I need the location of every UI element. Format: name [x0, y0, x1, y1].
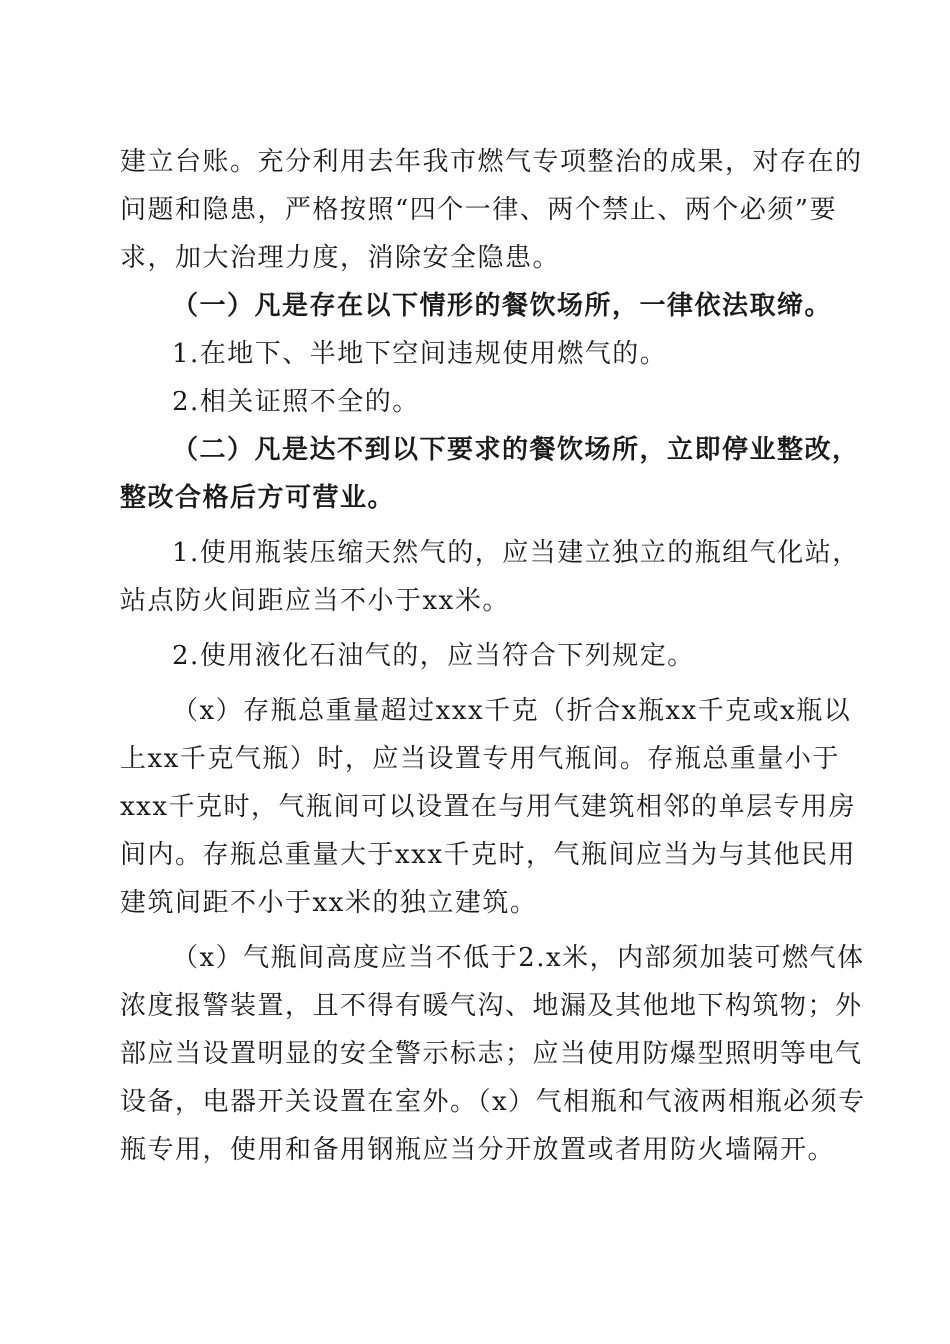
- clause-2-line-5: 瓶专用，使用和备用钢瓶应当分开放置或者用防火墙隔开。: [120, 1135, 836, 1165]
- clause-1-line-3: xxx千克时，气瓶间可以设置在与用气建筑相邻的单层专用房: [120, 792, 856, 822]
- clause-1-line-5: 建筑间距不小于xx米的独立建筑。: [120, 888, 538, 918]
- clause-2-line-4: 设备，电器开关设置在室外。（x）气相瓶和气液两相瓶必须专: [120, 1087, 866, 1117]
- list-item-3-line-2: 站点防火间距应当不小于xx米。: [120, 586, 510, 616]
- clause-2-line-1: （x）气瓶间高度应当不低于2.x米，内部须加装可燃气体: [172, 943, 865, 973]
- document-page: [120, 138, 866, 1174]
- list-item-3-line-1: 1.使用瓶装压缩天然气的，应当建立独立的瓶组气化站，: [172, 538, 860, 568]
- clause-1-line-1: （x）存瓶总重量超过xxx千克（折合x瓶xx千克或x瓶以: [172, 696, 852, 726]
- section-heading-2-line-1: （二）凡是达不到以下要求的餐饮场所，立即停业整改，: [172, 435, 860, 465]
- paragraph-line-1: 建立台账。充分利用去年我市燃气专项整治的成果，对存在的: [120, 147, 863, 177]
- list-item-4: 2.使用液化石油气的，应当符合下列规定。: [172, 641, 695, 671]
- paragraph-line-2: 问题和隐患，严格按照“四个一律、两个禁止、两个必须”要: [120, 195, 838, 225]
- section-heading-2-line-2: 整改合格后方可营业。: [120, 483, 396, 513]
- clause-1-line-2: 上xx千克气瓶）时，应当设置专用气瓶间。存瓶总重量小于: [120, 744, 840, 774]
- section-heading-1: （一）凡是存在以下情形的餐饮场所，一律依法取缔。: [172, 291, 833, 321]
- list-item-1: 1.在地下、半地下空间违规使用燃气的。: [172, 339, 668, 369]
- list-item-2: 2.相关证照不全的。: [172, 387, 420, 417]
- paragraph-line-3: 求，加大治理力度，消除安全隐患。: [120, 243, 561, 273]
- clause-2-line-3: 部应当设置明显的安全警示标志；应当使用防爆型照明等电气: [120, 1039, 863, 1069]
- clause-2-line-2: 浓度报警装置，且不得有暖气沟、地漏及其他地下构筑物；外: [120, 991, 863, 1021]
- clause-1-line-4: 间内。存瓶总重量大于xxx千克时，气瓶间应当为与其他民用: [120, 840, 856, 870]
